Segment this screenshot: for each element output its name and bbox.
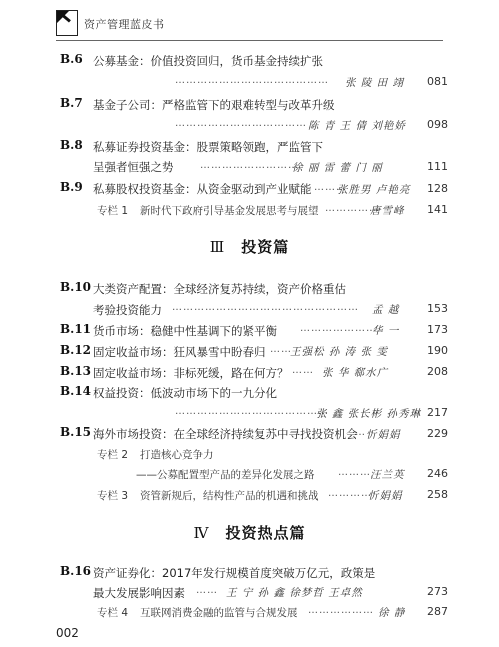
- leader-dots: ……………………………………………: [172, 302, 359, 313]
- entry-code: B.15: [60, 425, 92, 439]
- entry-title: 固定收益市场：狂风暴雪中盼春归: [93, 345, 266, 359]
- leader-dots: ………………………………: [175, 118, 307, 129]
- entry-title: 固定收益市场：非标死缓，路在何方？: [93, 366, 289, 380]
- entry-code: B.12: [60, 343, 92, 357]
- entry-title: 基金子公司：严格监管下的艰难转型与改革升级: [93, 98, 335, 112]
- entry-authors: 徐 静: [378, 607, 406, 619]
- entry-title-continued: 考验投资能力: [93, 303, 162, 317]
- entry-title: 资产证券化：2017年发行规模首度突破万亿元，政策是: [93, 566, 376, 580]
- entry-title: 私募证券投资基金：股票策略领跑，严监管下: [93, 140, 323, 154]
- entry-page: 190: [427, 344, 448, 357]
- entry-authors: 陈 青 王 倩 刘艳娇: [308, 120, 406, 132]
- leader-dots: ……………………………………: [175, 75, 329, 86]
- sidebar-title: 资管新规后，结构性产品的机遇和挑战: [140, 490, 319, 502]
- entry-authors: 王 宁 孙 鑫 徐梦哲 王卓然: [226, 587, 363, 599]
- entry-code: B.8: [60, 138, 83, 152]
- leader-dots: ……: [292, 365, 314, 376]
- leader-dots: …………: [328, 488, 372, 499]
- entry-page: 273: [427, 585, 448, 598]
- entry-page: 246: [427, 467, 448, 480]
- entry-code: B.9: [60, 180, 83, 194]
- page-number: 002: [56, 626, 79, 640]
- leader-dots: ……………………………………: [175, 406, 329, 417]
- sidebar-title: 新时代下政府引导基金发展思考与展望: [140, 205, 319, 217]
- sidebar-label: 专栏 1: [97, 205, 129, 217]
- entry-authors: 张 鑫 张长彬 孙秀琳: [316, 408, 422, 420]
- entry-authors: 忻娟娟: [368, 490, 403, 502]
- sidebar-label: 专栏 3: [97, 490, 129, 502]
- entry-page: 098: [427, 118, 448, 131]
- leader-dots: …………………: [300, 323, 377, 334]
- entry-page: 173: [427, 323, 448, 336]
- series-title: 资产管理蓝皮书: [84, 18, 165, 31]
- entry-authors: 张胜男 卢艳亮: [337, 184, 411, 196]
- entry-page: 258: [427, 488, 448, 501]
- page-header: [0, 0, 499, 40]
- entry-title: 公募基金：价值投资回归，货币基金持续扩张: [93, 54, 323, 68]
- leader-dots: ………: [314, 182, 347, 193]
- sidebar-title: 互联网消费金融的监管与合规发展: [140, 607, 298, 619]
- header-divider: [56, 40, 443, 41]
- entry-page: 153: [427, 302, 448, 315]
- entry-page: 208: [427, 365, 448, 378]
- entry-authors: 华 一: [372, 325, 400, 337]
- sidebar-label: 专栏 4: [97, 607, 129, 619]
- entry-authors: 忻娟娟: [366, 429, 401, 441]
- entry-code: B.13: [60, 364, 92, 378]
- leader-dots: ………………: [308, 605, 374, 616]
- part-heading: Ⅲ 投资篇: [209, 238, 290, 256]
- sidebar-title: 打造核心竞争力: [140, 449, 214, 461]
- entry-page: 128: [427, 182, 448, 195]
- entry-page: 081: [427, 75, 448, 88]
- entry-authors: 徐 丽 雷 蕾 门 丽: [292, 162, 383, 174]
- leader-dots: …: [355, 427, 366, 438]
- leader-dots: ……: [196, 585, 218, 596]
- entry-page: 111: [427, 160, 448, 173]
- entry-page: 217: [427, 406, 448, 419]
- entry-title: 权益投资：低波动市场下的一九分化: [93, 386, 277, 400]
- entry-code: B.16: [60, 564, 92, 578]
- entry-authors: 张 华 郗水广: [322, 367, 389, 379]
- leader-dots: ……………: [325, 203, 380, 214]
- leader-dots: ………: [338, 467, 371, 478]
- entry-authors: 孟 越: [372, 304, 400, 316]
- entry-code: B.6: [60, 52, 83, 66]
- entry-title-continued: 呈强者恒强之势: [93, 160, 174, 174]
- entry-authors: 唐雪峰: [370, 205, 405, 217]
- leader-dots: ……: [270, 344, 292, 355]
- sidebar-label: 专栏 2: [97, 449, 129, 461]
- entry-authors: 张 陵 田 翊: [345, 77, 405, 89]
- entry-title-continued: 最大发展影响因素: [93, 586, 185, 600]
- leader-dots: ………………………: [200, 160, 299, 171]
- sidebar-subtitle: ——公募配置型产品的差异化发展之路: [136, 469, 315, 481]
- entry-page: 229: [427, 427, 448, 440]
- part-heading: Ⅳ 投资热点篇: [193, 524, 306, 542]
- entry-code: B.11: [60, 322, 92, 336]
- entry-authors: 王强松 孙 涛 张 雯: [290, 346, 388, 358]
- entry-title: 大类资产配置：全球经济复苏持续，资产价格重估: [93, 282, 346, 296]
- entry-code: B.7: [60, 96, 83, 110]
- entry-authors: 汪兰英: [370, 469, 405, 481]
- entry-title: 货币市场：稳健中性基调下的紧平衡: [93, 324, 277, 338]
- entry-title: 私募股权投资基金：从资金驱动到产业赋能: [93, 182, 312, 196]
- entry-code: B.10: [60, 280, 92, 294]
- entry-page: 287: [427, 605, 448, 618]
- book-logo-icon: [56, 10, 78, 36]
- entry-code: B.14: [60, 384, 92, 398]
- entry-title: 海外市场投资：在全球经济持续复苏中寻找投资机会: [93, 427, 358, 441]
- entry-page: 141: [427, 203, 448, 216]
